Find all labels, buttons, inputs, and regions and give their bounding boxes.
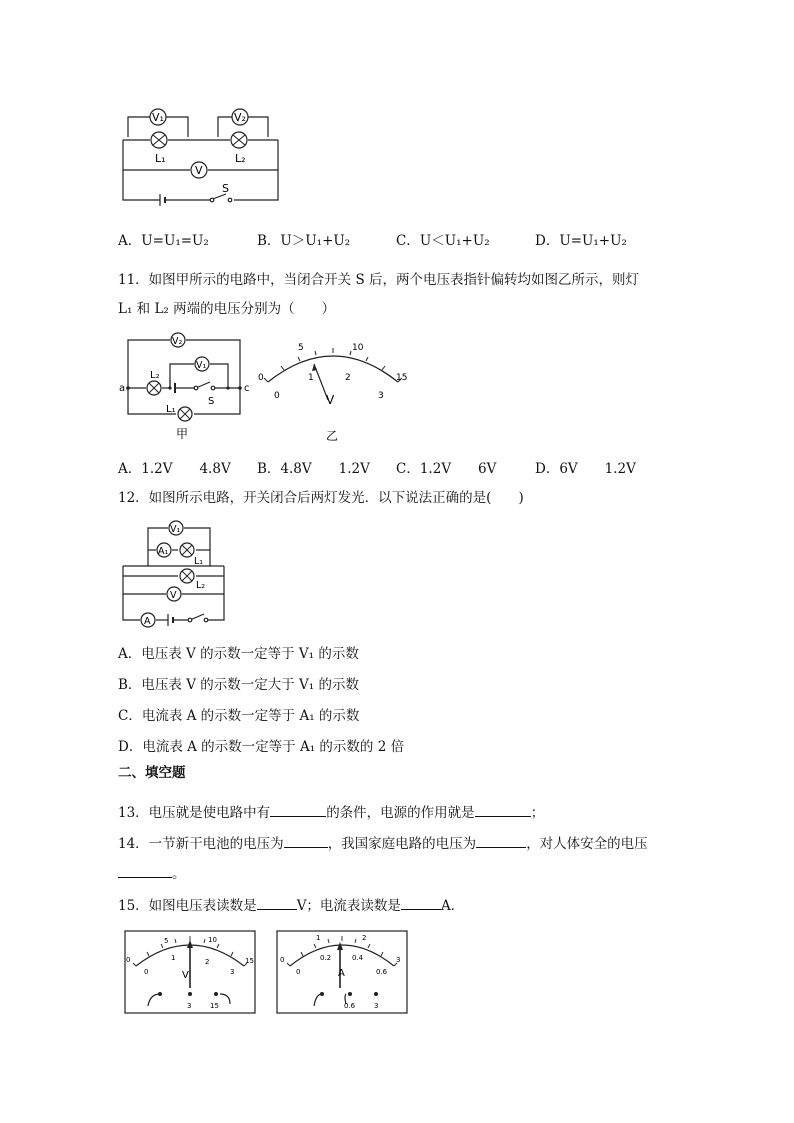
q10-l2-label: L₂ bbox=[235, 152, 246, 165]
q11-v2-label: V₂ bbox=[172, 336, 183, 347]
q14-text-1: 14．一节新干电池的电压为 bbox=[118, 836, 284, 852]
option-letter: C． bbox=[396, 233, 420, 249]
q11-s-label: S bbox=[208, 396, 215, 407]
q15a-tick-top-0: 0 bbox=[280, 956, 285, 964]
q15v-terminal-3: 3 bbox=[187, 1002, 192, 1010]
option-letter: D． bbox=[535, 461, 560, 477]
q11-stem-line2: L₁ 和 L₂ 两端的电压分别为（ ） bbox=[118, 301, 336, 317]
q12-option-a[interactable]: A．电压表 V 的示数一定等于 V₁ 的示数 bbox=[118, 646, 359, 662]
q15a-tick-bottom-06: 0.6 bbox=[376, 968, 388, 976]
q15v-unit: V bbox=[182, 970, 189, 981]
q11-a-label: a bbox=[119, 383, 126, 394]
q11-circuit-jia bbox=[118, 330, 258, 445]
q15a-tick-top-1: 1 bbox=[316, 934, 321, 942]
q14-blank-2[interactable] bbox=[476, 834, 526, 848]
q11-tick-bottom-3: 3 bbox=[378, 391, 384, 401]
q12-option-c[interactable]: C．电流表 A 的示数一定等于 A₁ 的示数 bbox=[118, 708, 360, 724]
q12-v-label: V bbox=[170, 590, 177, 601]
q15-voltmeter-figure bbox=[124, 930, 256, 1014]
option-letter: D． bbox=[535, 233, 560, 249]
option-letter: B． bbox=[257, 233, 281, 249]
q15a-terminal-06: 0.6 bbox=[344, 1002, 356, 1010]
q11-tick-top-15: 15 bbox=[396, 373, 408, 383]
q13-text-1: 13．电压就是使电路中有 bbox=[118, 805, 271, 821]
option-text: 4.8V 1.2V bbox=[280, 461, 370, 477]
q10-option-c[interactable] bbox=[396, 229, 490, 249]
option-letter: B． bbox=[257, 461, 281, 477]
q12-a-label: A bbox=[144, 616, 151, 627]
q15v-tick-bottom-0: 0 bbox=[144, 968, 149, 976]
q10-v1-label: V₁ bbox=[152, 111, 164, 124]
q10-v-label: V bbox=[195, 164, 203, 177]
q10-v2-label: V₂ bbox=[234, 111, 246, 124]
q15v-tick-bottom-2: 2 bbox=[205, 958, 210, 966]
q11-l2-label: L₂ bbox=[150, 370, 160, 381]
q12-option-b[interactable]: B．电压表 V 的示数一定大于 V₁ 的示数 bbox=[118, 677, 359, 693]
q15v-tick-bottom-3: 3 bbox=[230, 968, 235, 976]
q15v-tick-top-15: 15 bbox=[245, 957, 254, 965]
q12-circuit-diagram bbox=[118, 518, 228, 628]
q10-circuit-diagram bbox=[118, 104, 288, 208]
q11-tick-top-0: 0 bbox=[258, 373, 264, 383]
option-letter: C． bbox=[396, 461, 420, 477]
q13-blank-1[interactable] bbox=[270, 803, 326, 817]
q15v-tick-bottom-1: 1 bbox=[171, 954, 176, 962]
q12-l1-label: L₁ bbox=[194, 556, 204, 567]
q13-stem bbox=[118, 803, 544, 822]
q15-stem bbox=[118, 896, 464, 915]
option-text: 1.2V 6V bbox=[419, 461, 497, 477]
q11-v1-label: V₁ bbox=[196, 360, 207, 371]
q15a-tick-top-3: 3 bbox=[396, 956, 401, 964]
q11-option-d[interactable] bbox=[535, 457, 636, 477]
q11-stem-line1: 11．如图甲所示的电路中，当闭合开关 S 后，两个电压表指针偏转均如图乙所示，则灯 bbox=[118, 272, 640, 288]
q11-option-b[interactable] bbox=[257, 457, 370, 477]
q11-l1-label: L₁ bbox=[166, 404, 176, 415]
q10-option-b[interactable] bbox=[257, 229, 350, 249]
q14-stem-line1 bbox=[118, 834, 648, 853]
q15a-tick-bottom-02: 0.2 bbox=[320, 954, 332, 962]
q11-unit-v: V bbox=[326, 393, 335, 407]
q14-stem-line2 bbox=[118, 864, 186, 883]
q15a-unit: A bbox=[338, 968, 345, 979]
q13-text-2: 的条件，电源的作用就是 bbox=[326, 805, 475, 821]
q14-text-3: ，对人体安全的电压 bbox=[526, 836, 648, 852]
q12-v1-label: V₁ bbox=[170, 524, 181, 535]
q12-option-d[interactable]: D．电流表 A 的示数一定等于 A₁ 的示数的 2 倍 bbox=[118, 739, 405, 755]
q15v-tick-top-0: 0 bbox=[126, 956, 131, 964]
q15-text-3: A． bbox=[440, 898, 465, 914]
option-letter: A． bbox=[118, 461, 142, 477]
q15a-tick-top-2: 2 bbox=[362, 934, 367, 942]
q10-option-a[interactable] bbox=[118, 229, 209, 249]
q14-text-2: ，我国家庭电路的电压为 bbox=[327, 836, 477, 852]
q15v-terminal-15: 15 bbox=[210, 1002, 219, 1010]
q15-text-1: 15．如图电压表读数是 bbox=[118, 898, 257, 914]
q11-tick-bottom-0: 0 bbox=[274, 391, 280, 401]
q10-s-label: S bbox=[222, 182, 229, 195]
q14-blank-1[interactable] bbox=[284, 834, 328, 848]
option-text: 6V 1.2V bbox=[559, 461, 636, 477]
q11-c-label: c bbox=[244, 383, 250, 394]
option-text: U＞U₁+U₂ bbox=[280, 233, 351, 249]
q12-stem: 12．如图所示电路，开关闭合后两灯发光．以下说法正确的是( ) bbox=[118, 490, 524, 506]
q11-option-a[interactable] bbox=[118, 457, 231, 477]
q10-l1-label: L₁ bbox=[155, 152, 166, 165]
q11-tick-bottom-2: 2 bbox=[345, 373, 351, 383]
q10-option-d[interactable] bbox=[535, 229, 627, 249]
q13-text-3: ； bbox=[530, 805, 545, 821]
q11-tick-bottom-1: 1 bbox=[308, 373, 314, 383]
q11-option-c[interactable] bbox=[396, 457, 496, 477]
q14-blank-3[interactable] bbox=[118, 864, 172, 878]
q15v-tick-top-10: 10 bbox=[208, 936, 217, 944]
q11-caption-jia: 甲 bbox=[176, 427, 189, 441]
section-title-fill-in: 二、填空题 bbox=[118, 765, 186, 781]
q11-meter-yi bbox=[258, 340, 408, 445]
q11-tick-top-10: 10 bbox=[352, 343, 364, 353]
q14-text-4: 。 bbox=[172, 866, 186, 882]
option-text: U=U₁=U₂ bbox=[141, 233, 209, 249]
q11-caption-yi: 乙 bbox=[326, 429, 339, 443]
option-letter: A． bbox=[118, 233, 142, 249]
q12-a1-label: A₁ bbox=[158, 546, 169, 557]
option-text: 1.2V 4.8V bbox=[141, 461, 231, 477]
q15-ammeter-figure bbox=[276, 930, 408, 1014]
q12-l2-label: L₂ bbox=[196, 580, 206, 591]
q15-blank-1[interactable] bbox=[257, 896, 297, 910]
q15v-tick-top-5: 5 bbox=[164, 937, 169, 945]
q15a-tick-bottom-0: 0 bbox=[296, 968, 301, 976]
q15-blank-2[interactable] bbox=[401, 896, 441, 910]
q15a-terminal-3: 3 bbox=[374, 1002, 379, 1010]
q13-blank-2[interactable] bbox=[475, 803, 531, 817]
q15a-tick-bottom-04: 0.4 bbox=[352, 954, 364, 962]
option-text: U＜U₁+U₂ bbox=[419, 233, 490, 249]
option-text: U=U₁+U₂ bbox=[559, 233, 627, 249]
q15-text-2: V；电流表读数是 bbox=[296, 898, 401, 914]
q11-tick-top-5: 5 bbox=[298, 343, 304, 353]
